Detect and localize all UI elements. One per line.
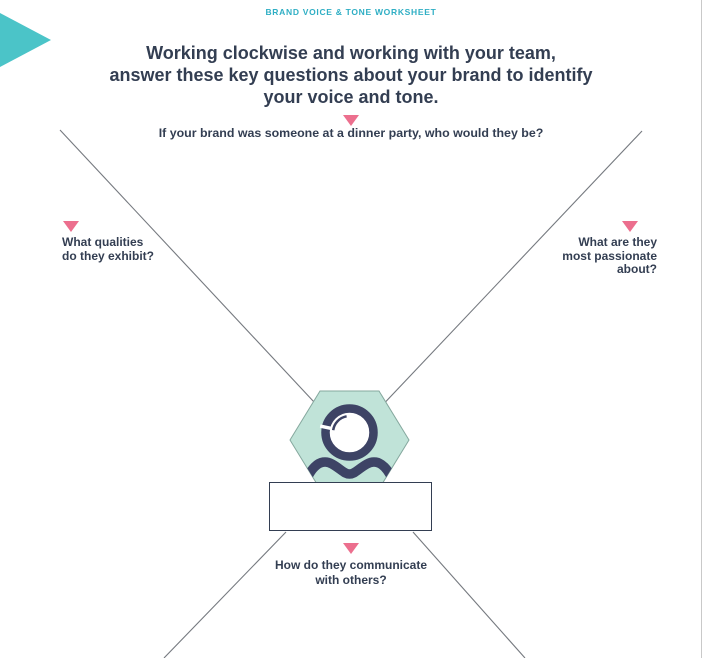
question-bottom-line-1: How do they communicate: [274, 558, 428, 572]
guide-line-top-left: [60, 130, 350, 440]
question-right-line-2: most passionate: [562, 248, 657, 263]
question-left-line-2: do they exhibit?: [62, 248, 155, 263]
title-line-2: answer these key questions about your brand to identify: [109, 65, 593, 85]
guide-line-top-right: [350, 131, 643, 440]
person-head: [326, 409, 374, 457]
question-right-line-1: What are they: [578, 235, 657, 249]
title-line-1: Working clockwise and working with your team,: [146, 43, 556, 63]
guide-line-bottom-right: [413, 532, 525, 658]
person-head-notch: [320, 426, 332, 429]
question-bottom-line-2: with others?: [315, 572, 387, 587]
title-line-3: your voice and tone.: [263, 87, 439, 107]
worksheet-eyebrow-label: BRAND VOICE & TONE WORKSHEET: [265, 7, 437, 17]
guide-line-bottom-left: [164, 532, 286, 658]
answer-box[interactable]: [269, 482, 432, 531]
question-top: If your brand was someone at a dinner party, who would they be?: [158, 126, 544, 140]
question-right-line-3: about?: [617, 262, 657, 276]
question-left-line-1: What qualities: [62, 235, 144, 249]
